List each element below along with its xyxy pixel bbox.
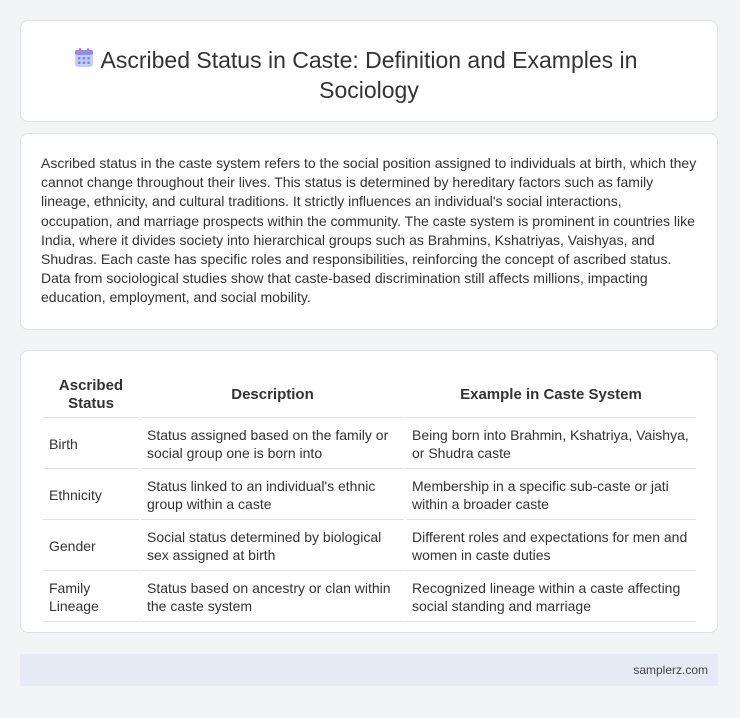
title-card xyxy=(20,20,718,122)
cell-description: Status assigned based on the family or social group one is born into xyxy=(141,420,404,469)
table-row xyxy=(43,573,696,622)
status-table xyxy=(41,371,698,624)
cell-description: Status based on ancestry or clan within the caste system xyxy=(141,573,404,622)
table-row xyxy=(43,522,696,571)
cell-example: Membership in a specific sub-caste or jati within a broader caste xyxy=(406,471,696,520)
cell-status: Birth xyxy=(43,420,139,469)
cell-status: Ethnicity xyxy=(43,471,139,520)
cell-description: Social status determined by biological sex assigned at birth xyxy=(141,522,404,571)
table-header-row xyxy=(43,373,696,418)
cell-status: Family Lineage xyxy=(43,573,139,622)
table-card xyxy=(20,350,718,633)
cell-example: Recognized lineage within a caste affecting social standing and marriage xyxy=(406,573,696,622)
footer-site-link[interactable]: samplerz.com xyxy=(633,663,708,677)
footer xyxy=(20,654,718,686)
column-header-status: Ascribed Status xyxy=(43,373,139,418)
column-header-example: Example in Caste System xyxy=(406,373,696,418)
cell-example: Being born into Brahmin, Kshatriya, Vaishya, or Shudra caste xyxy=(406,420,696,469)
cell-description: Status linked to an individual's ethnic group within a caste xyxy=(141,471,404,520)
intro-paragraph: Ascribed status in the caste system refers to the social position assigned to individuals at birth, which they cannot change throughout their lives. This status is determined by hereditary factors such as family lineage, ethnicity, and cultural traditions. It strictly influences an individual's social interactions, occupation, and marriage prospects within the community. The caste system is prominent in countries like India, where it divides society into hierarchical groups such as Brahmins, Kshatriyas, Vaishyas, and Shudras. Each caste has specific roles and responsibilities, reinforcing the concept of ascribed status. Data from sociological studies show that caste-based discrimination still affects millions, impacting education, employment, and social mobility. xyxy=(41,155,697,306)
cell-status: Gender xyxy=(43,522,139,571)
page-title: Ascribed Status in Caste: Definition and Examples in Sociology xyxy=(100,47,638,103)
intro-card xyxy=(20,133,718,330)
cell-example: Different roles and expectations for men and women in caste duties xyxy=(406,522,696,571)
table-row xyxy=(43,471,696,520)
column-header-description: Description xyxy=(141,373,404,418)
table-row xyxy=(43,420,696,469)
